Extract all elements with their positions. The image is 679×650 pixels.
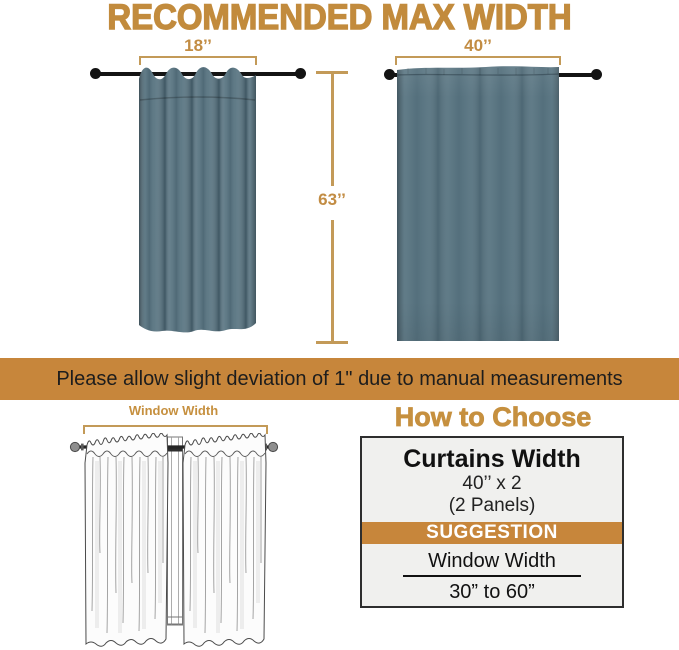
- right-rod-finial-left: [384, 69, 395, 80]
- small-panel-width-label: 18’’: [184, 36, 212, 55]
- curtains-width-value: 40’’ x 2: [462, 473, 522, 494]
- curtains-width-label: Curtains Width: [403, 445, 581, 473]
- sketch-finial-left: [70, 442, 79, 451]
- how-to-choose-box: [360, 436, 624, 608]
- window-width-range-value: 30” to 60”: [449, 581, 535, 603]
- window-width-label: Window Width: [128, 403, 219, 418]
- window-frame: [168, 437, 184, 625]
- sketch-left-panel: [85, 433, 168, 646]
- left-rod-finial-right: [295, 68, 306, 79]
- panel-height-label: 63’’: [318, 190, 346, 209]
- large-curtain-body: [397, 66, 559, 341]
- suggestion-band: SUGGESTION: [362, 522, 622, 544]
- large-curtain-illustration: [396, 64, 560, 343]
- sketch-finial-right: [268, 442, 277, 451]
- sketch-right-panel: [183, 433, 266, 646]
- small-curtain-body: [139, 67, 256, 332]
- how-to-choose-heading: How to Choose: [394, 402, 592, 432]
- height-measure-line-upper: [331, 72, 334, 186]
- small-curtain-illustration: [138, 61, 257, 340]
- page-title: RECOMMENDED MAX WIDTH: [107, 0, 572, 37]
- fraction-divider: [403, 575, 581, 577]
- panels-count-value: (2 Panels): [448, 495, 536, 516]
- right-rod-finial-right: [591, 69, 602, 80]
- left-rod-finial-left: [90, 68, 101, 79]
- deviation-banner: Please allow slight deviation of 1" due to manual measurements: [0, 358, 679, 400]
- large-panel-width-label: 40’’: [464, 36, 492, 55]
- height-measure-cap-bottom: [316, 341, 348, 344]
- height-measure-line-lower: [331, 220, 334, 342]
- window-width-row-label: Window Width: [428, 550, 556, 572]
- curtain-sketch-illustration: [36, 433, 284, 650]
